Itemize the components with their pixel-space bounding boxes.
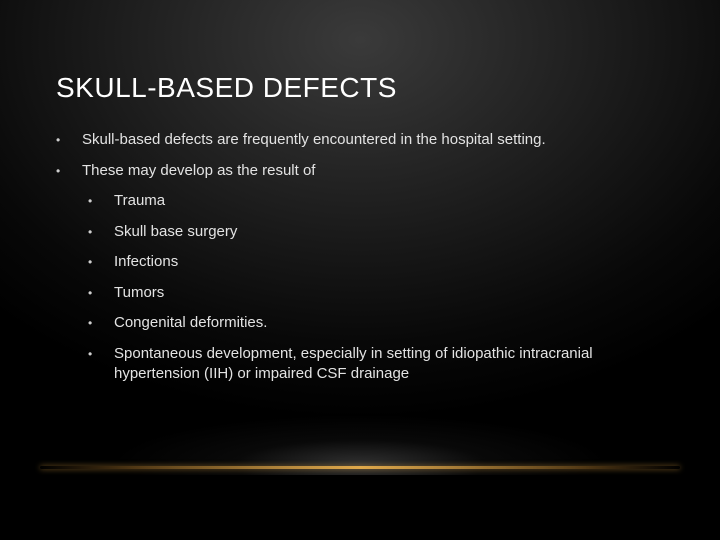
slide-title: SKULL-BASED DEFECTS [56, 72, 397, 103]
accent-line [40, 466, 680, 469]
bullet-icon: • [88, 316, 93, 330]
bullet-icon: • [88, 346, 93, 361]
bullet-icon: • [88, 285, 93, 300]
sub-list-item [88, 252, 648, 272]
bullet-icon: • [88, 224, 93, 239]
sub-list-item-text: Trauma [114, 192, 166, 209]
sub-list-item-text: Congenital deformities. [114, 314, 268, 331]
bullet-list [56, 130, 676, 192]
sub-list-item [88, 313, 648, 333]
bullet-icon: • [56, 133, 61, 147]
sub-bullet-list [88, 191, 648, 394]
bullet-icon: • [88, 255, 93, 269]
sub-list-item [88, 344, 648, 384]
bullet-icon: • [56, 164, 61, 178]
list-item-text: These may develop as the result of [82, 162, 316, 179]
sub-list-item-text: Spontaneous development, especially in setting of idiopathic intracranial hypertension (IIH) or impaired CSF drainage [114, 344, 593, 382]
list-item [56, 130, 676, 150]
sub-list-item [88, 283, 648, 303]
background-glow [110, 405, 610, 475]
list-item-text: Skull-based defects are frequently encountered in the hospital setting. [82, 131, 546, 148]
sub-list-item-text: Tumors [114, 283, 165, 301]
bullet-icon: • [88, 194, 93, 208]
list-item [56, 161, 676, 181]
sub-list-item [88, 191, 648, 211]
sub-list-item-text: Infections [114, 253, 179, 270]
sub-list-item [88, 222, 648, 242]
sub-list-item-text: Skull base surgery [114, 222, 238, 240]
